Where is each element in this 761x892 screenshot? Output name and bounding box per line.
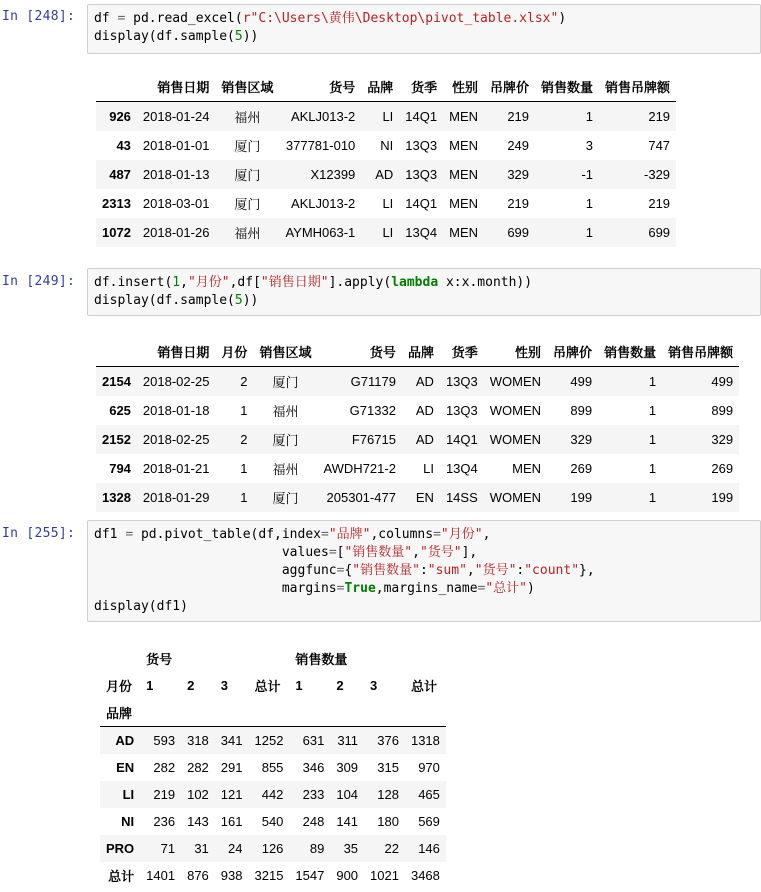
table-cell: AD xyxy=(375,167,394,182)
table-cell: 376 xyxy=(377,733,399,748)
table-cell: AKLJ013-2 xyxy=(290,109,356,124)
table-cell: MEN xyxy=(512,461,542,476)
table-cell: 311 xyxy=(337,733,359,748)
column-header: 性别 xyxy=(443,72,484,102)
table-row xyxy=(96,367,739,397)
table-cell: 315 xyxy=(377,760,399,775)
table-row xyxy=(96,160,676,189)
table-cell: 128 xyxy=(377,787,399,802)
pivot-table xyxy=(100,645,446,889)
table-cell: LI xyxy=(382,225,394,240)
table-cell: 1 xyxy=(585,109,594,124)
table-row xyxy=(96,483,739,512)
table-cell: 2018-02-25 xyxy=(142,432,210,447)
table-cell: 35 xyxy=(343,841,359,856)
table-cell: 福州 xyxy=(272,404,299,419)
table-cell: 291 xyxy=(220,760,243,775)
row-index: 43 xyxy=(116,138,131,153)
row-index: 总计 xyxy=(108,869,135,884)
table-cell: 593 xyxy=(153,733,176,748)
table-cell: WOMEN xyxy=(489,374,542,389)
table-cell: 31 xyxy=(194,841,209,856)
table-cell: 236 xyxy=(153,814,176,829)
pivot-header-row xyxy=(100,645,446,672)
table-cell: 厦门 xyxy=(272,491,299,506)
table-cell: WOMEN xyxy=(489,490,542,505)
row-index: NI xyxy=(121,814,135,829)
code-cell[interactable]: df1 = pd.pivot_table(df,index="品牌",columns="月份", values=["销售数量","货号"], aggfunc={"销售数量":"sum","货号":"count"}, margins=True,margins_name="总计") display(df1) xyxy=(87,520,761,622)
table-cell: MEN xyxy=(449,225,478,240)
table-cell: 121 xyxy=(220,787,243,802)
table-cell: AD xyxy=(415,403,434,418)
table-cell: 855 xyxy=(261,760,284,775)
column-header: 销售日期 xyxy=(137,337,216,367)
table-cell: X12399 xyxy=(310,167,356,182)
table-cell: 2018-01-01 xyxy=(142,138,210,153)
table-cell: 厦门 xyxy=(272,375,299,390)
table-cell: 14Q1 xyxy=(405,196,438,211)
table-cell: 876 xyxy=(187,868,209,883)
table-cell: 126 xyxy=(261,841,284,856)
table-cell: G71179 xyxy=(350,374,396,389)
table-cell: 143 xyxy=(187,814,209,829)
table-cell: 2018-01-13 xyxy=(142,167,210,182)
table-cell: 465 xyxy=(418,787,440,802)
table-cell: 2018-01-18 xyxy=(142,403,210,418)
row-index: 1072 xyxy=(102,225,131,240)
column-header: 3 xyxy=(370,678,378,693)
table-cell: 13Q4 xyxy=(445,461,478,476)
column-header: 1 xyxy=(146,678,154,693)
table-cell: 2018-01-29 xyxy=(142,490,210,505)
table-cell: 14SS xyxy=(445,490,478,505)
dataframe-table xyxy=(96,337,739,512)
dataframe-table xyxy=(96,72,676,247)
table-cell: 1 xyxy=(585,225,594,240)
column-header: 3 xyxy=(220,678,229,693)
column-header: 销售吊牌额 xyxy=(662,337,739,367)
table-cell: 899 xyxy=(570,403,593,418)
table-cell: 161 xyxy=(220,814,243,829)
table-row xyxy=(96,425,739,454)
column-header: 货季 xyxy=(399,72,443,102)
table-cell: 569 xyxy=(418,814,440,829)
column-header: 货号 xyxy=(317,337,401,367)
table-cell: 13Q4 xyxy=(405,225,438,240)
table-cell: MEN xyxy=(449,167,478,182)
table-cell: 3215 xyxy=(254,868,284,883)
table-cell: NI xyxy=(380,138,394,153)
empty-header xyxy=(215,699,249,727)
pivot-header-row xyxy=(100,672,446,699)
table-row xyxy=(100,781,446,808)
table-cell: 219 xyxy=(648,109,671,124)
table-cell: 104 xyxy=(336,787,359,802)
table-cell: 3468 xyxy=(410,868,440,883)
table-cell: 205301-477 xyxy=(326,490,396,505)
table-cell: -329 xyxy=(644,167,671,182)
table-cell: LI xyxy=(382,196,394,211)
table-cell: 24 xyxy=(228,841,243,856)
table-cell: AWDH721-2 xyxy=(323,461,396,476)
table-cell: 341 xyxy=(220,733,243,748)
table-cell: 13Q3 xyxy=(405,167,438,182)
table-cell: 141 xyxy=(336,814,359,829)
table-header-row xyxy=(96,72,676,102)
table-row xyxy=(96,218,676,247)
table-row xyxy=(100,808,446,835)
table-cell: EN xyxy=(415,490,434,505)
table-cell: 329 xyxy=(570,432,593,447)
code-cell[interactable]: df.insert(1,"月份",df["销售日期"].apply(lambda x:x.month)) display(df.sample(5)) xyxy=(87,268,761,316)
table-cell: 1252 xyxy=(254,733,284,748)
row-index: 2154 xyxy=(102,374,131,389)
table-cell: 厦门 xyxy=(234,168,261,183)
row-index: LI xyxy=(122,787,135,802)
table-cell: 329 xyxy=(507,167,530,182)
column-header: 销售区域 xyxy=(215,72,279,102)
table-cell: 2 xyxy=(240,374,248,389)
column-header: 总计 xyxy=(410,679,437,694)
column-header: 销售区域 xyxy=(253,337,317,367)
column-group-header: 货号 xyxy=(146,652,173,667)
table-cell: 福州 xyxy=(234,226,261,241)
table-cell: 269 xyxy=(570,461,593,476)
table-cell: 1 xyxy=(648,490,657,505)
table-row xyxy=(100,835,446,862)
column-header: 销售数量 xyxy=(535,72,599,102)
table-cell: 199 xyxy=(711,490,734,505)
table-cell: G71332 xyxy=(349,403,396,418)
row-index: 926 xyxy=(109,109,131,124)
column-header: 性别 xyxy=(484,337,547,367)
table-cell: 1 xyxy=(585,196,594,211)
table-cell: 970 xyxy=(418,760,440,775)
empty-header xyxy=(181,699,215,727)
table-cell: 747 xyxy=(648,138,671,153)
column-header: 吊牌价 xyxy=(484,72,535,102)
table-cell: 248 xyxy=(302,814,325,829)
table-cell: 699 xyxy=(648,225,671,240)
table-cell: 219 xyxy=(648,196,671,211)
pivot-corner xyxy=(100,645,140,672)
table-cell: 938 xyxy=(220,868,243,883)
table-row xyxy=(96,102,676,132)
table-row xyxy=(96,396,739,425)
column-header: 货季 xyxy=(440,337,484,367)
table-cell: 89 xyxy=(309,841,325,856)
empty-header xyxy=(405,699,446,727)
table-cell: 1547 xyxy=(295,868,325,883)
column-header xyxy=(96,337,137,367)
table-cell: 1 xyxy=(240,490,248,505)
empty-header xyxy=(289,699,330,727)
table-cell: 13Q3 xyxy=(445,403,478,418)
empty-header xyxy=(140,699,181,727)
table-cell: 540 xyxy=(261,814,284,829)
table-cell: 厦门 xyxy=(234,197,261,212)
table-cell: 1 xyxy=(648,461,657,476)
row-index: 2152 xyxy=(102,432,131,447)
table-cell: 13Q3 xyxy=(405,138,438,153)
table-cell: 1 xyxy=(648,374,657,389)
empty-header xyxy=(330,699,364,727)
column-header: 销售数量 xyxy=(598,337,662,367)
table-cell: LI xyxy=(382,109,394,124)
table-cell: 282 xyxy=(187,760,209,775)
table-cell: AD xyxy=(415,374,434,389)
table-cell: 899 xyxy=(711,403,734,418)
cell-prompt: In [249]: xyxy=(2,274,76,289)
column-header: 2 xyxy=(187,678,195,693)
table-cell: 318 xyxy=(187,733,209,748)
table-cell: 71 xyxy=(160,841,176,856)
table-row xyxy=(100,862,446,889)
table-cell: 14Q1 xyxy=(405,109,438,124)
column-header: 品牌 xyxy=(402,337,440,367)
table-cell: 900 xyxy=(336,868,359,883)
column-header: 总计 xyxy=(254,679,281,694)
column-header: 2 xyxy=(336,678,344,693)
row-index: 794 xyxy=(109,461,131,476)
table-cell: WOMEN xyxy=(489,432,542,447)
table-cell: 1 xyxy=(240,403,248,418)
table-cell: 1021 xyxy=(370,868,399,883)
index-label: 品牌 xyxy=(100,699,140,727)
table-cell: 219 xyxy=(507,196,530,211)
cell-prompt: In [255]: xyxy=(2,526,76,541)
table-row xyxy=(96,454,739,483)
table-cell: 377781-010 xyxy=(285,138,356,153)
code-cell[interactable]: df = pd.read_excel(r"C:\Users\黄伟\Desktop\pivot_table.xlsx") display(df.sample(5)) xyxy=(87,4,761,54)
table-cell: 2018-01-24 xyxy=(142,109,210,124)
column-header: 月份 xyxy=(215,337,253,367)
pivot-header-row xyxy=(100,699,446,727)
table-cell: 180 xyxy=(377,814,399,829)
table-cell: LI xyxy=(423,461,434,476)
column-header: 货号 xyxy=(279,72,361,102)
table-cell: F76715 xyxy=(351,432,396,447)
table-cell: 3 xyxy=(585,138,594,153)
table-cell: 福州 xyxy=(272,462,299,477)
table-cell: 福州 xyxy=(234,110,261,125)
table-cell: 699 xyxy=(507,225,530,240)
row-index: EN xyxy=(116,760,135,775)
table-cell: 厦门 xyxy=(234,139,261,154)
table-cell: 1 xyxy=(240,461,248,476)
row-index: 2313 xyxy=(102,196,131,211)
table-cell: 1318 xyxy=(410,733,440,748)
table-cell: MEN xyxy=(449,138,478,153)
table-cell: 631 xyxy=(302,733,325,748)
table-cell: 233 xyxy=(302,787,325,802)
table-cell: WOMEN xyxy=(489,403,542,418)
column-header xyxy=(96,72,137,102)
table-cell: 219 xyxy=(507,109,530,124)
table-row xyxy=(100,727,446,755)
table-row xyxy=(100,754,446,781)
table-cell: 2018-01-26 xyxy=(142,225,210,240)
table-row xyxy=(96,131,676,160)
empty-header xyxy=(364,699,405,727)
table-cell: MEN xyxy=(449,109,478,124)
table-cell: 269 xyxy=(711,461,734,476)
table-cell: 2 xyxy=(240,432,248,447)
row-index: 487 xyxy=(109,167,131,182)
table-cell: 2018-03-01 xyxy=(142,196,210,211)
table-cell: 329 xyxy=(711,432,734,447)
table-cell: 1401 xyxy=(146,868,176,883)
table-cell: 2018-02-25 xyxy=(142,374,210,389)
column-group-header: 销售数量 xyxy=(295,652,348,667)
cell-prompt: In [248]: xyxy=(2,9,76,24)
empty-header xyxy=(249,699,290,727)
table-cell: 2018-01-21 xyxy=(142,461,210,476)
table-cell: MEN xyxy=(449,196,478,211)
table-cell: AKLJ013-2 xyxy=(290,196,356,211)
table-cell: 1 xyxy=(648,403,657,418)
table-cell: 499 xyxy=(711,374,734,389)
table-cell: 249 xyxy=(507,138,530,153)
table-cell: 102 xyxy=(187,787,209,802)
table-cell: 14Q1 xyxy=(445,432,478,447)
table-cell: AYMH063-1 xyxy=(285,225,356,240)
table-cell: 146 xyxy=(418,841,440,856)
row-index: AD xyxy=(115,733,135,748)
table-cell: AD xyxy=(415,432,434,447)
column-header: 品牌 xyxy=(361,72,399,102)
column-header: 销售吊牌额 xyxy=(599,72,676,102)
table-cell: 199 xyxy=(570,490,593,505)
table-cell: -1 xyxy=(581,167,594,182)
table-header-row xyxy=(96,337,739,367)
table-cell: 309 xyxy=(336,760,359,775)
table-cell: 282 xyxy=(153,760,176,775)
row-index: PRO xyxy=(106,841,135,856)
column-header: 1 xyxy=(295,678,303,693)
column-header: 销售日期 xyxy=(137,72,216,102)
table-cell: 13Q3 xyxy=(445,374,478,389)
column-header: 吊牌价 xyxy=(547,337,598,367)
row-index: 1328 xyxy=(102,490,131,505)
table-cell: 1 xyxy=(648,432,657,447)
table-cell: 499 xyxy=(570,374,593,389)
table-cell: 442 xyxy=(261,787,284,802)
table-cell: 22 xyxy=(384,841,399,856)
table-cell: 厦门 xyxy=(272,433,299,448)
table-cell: 346 xyxy=(302,760,325,775)
column-level-label: 月份 xyxy=(106,679,133,694)
table-cell: 219 xyxy=(153,787,176,802)
table-row xyxy=(96,189,676,218)
row-index: 625 xyxy=(109,403,131,418)
